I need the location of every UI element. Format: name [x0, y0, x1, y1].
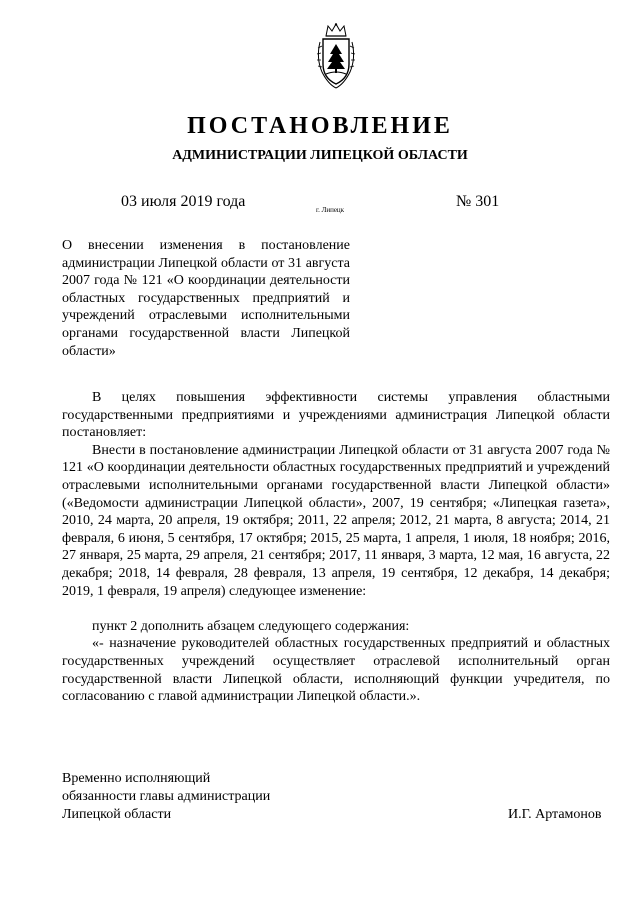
signer-name: И.Г. Артамонов [508, 807, 602, 822]
coat-of-arms-icon [314, 22, 358, 92]
document-body [62, 389, 610, 706]
document-date: 03 июля 2019 года [121, 193, 246, 210]
signature-position [62, 770, 270, 824]
body-paragraph: В целях повышения эффективности системы управления областными государственными предприятиями и учреждениями администрация Липецкой области постановляет: [62, 390, 610, 441]
body-paragraph: Внести в постановление администрации Липецкой области от 31 августа 2007 года № 121 «О координации деятельности областных государственных предприятий и учреждений отраслевыми исполнительными органами государственной власти Липецкой области» («Ведомости администрации Липецкой области», 2007, 19 сентября; «Липецкая газета», 2010, 24 марта, 20 апреля, 19 октября; 2011, 22 апреля; 2012, 21 марта, 8 августа; 2014, 21 февраля, 6 июня, 5 сентября, 17 октября; 2015, 25 марта, 1 апреля, 1 июля, 18 ноября; 2016, 27 января, 25 марта, 29 апреля, 21 сентября; 2017, 11 января, 3 марта, 12 мая, 16 августа, 22 декабря; 2018, 14 февраля, 28 февраля, 13 апреля, 19 сентября, 12 декабря, 14 декабря; 2019, 1 февраля, 19 апреля) следующее изменение: [62, 442, 610, 599]
document-city: г. Липецк [316, 206, 345, 214]
document-subtitle: АДМИНИСТРАЦИИ ЛИПЕЦКОЙ ОБЛАСТИ [172, 148, 468, 163]
body-paragraph: пункт 2 дополнить абзацем следующего содержания: [92, 618, 410, 634]
document-subject: О внесении изменения в постановление администрации Липецкой области от 31 августа 2007 года № 121 «О координации деятельности областных государственных предприятий и учреждений отраслевыми исполнительными органами государственной власти Липецкой области» [62, 238, 350, 359]
document-number: № 301 [456, 193, 500, 210]
signature-position-line: Липецкой области [62, 807, 172, 822]
signature-position-line: обязанности главы администрации [62, 789, 271, 804]
signature-position-line: Временно исполняющий [62, 771, 211, 786]
document-title: ПОСТАНОВЛЕНИЕ [187, 113, 453, 139]
body-paragraph: «- назначение руководителей областных государственных предприятий и областных государственных учреждений осуществляет отраслевой исполнительный орган государственной власти Липецкой области, исполняющий функции учредителя, по согласованию с главой администрации Липецкой области.». [62, 636, 610, 705]
